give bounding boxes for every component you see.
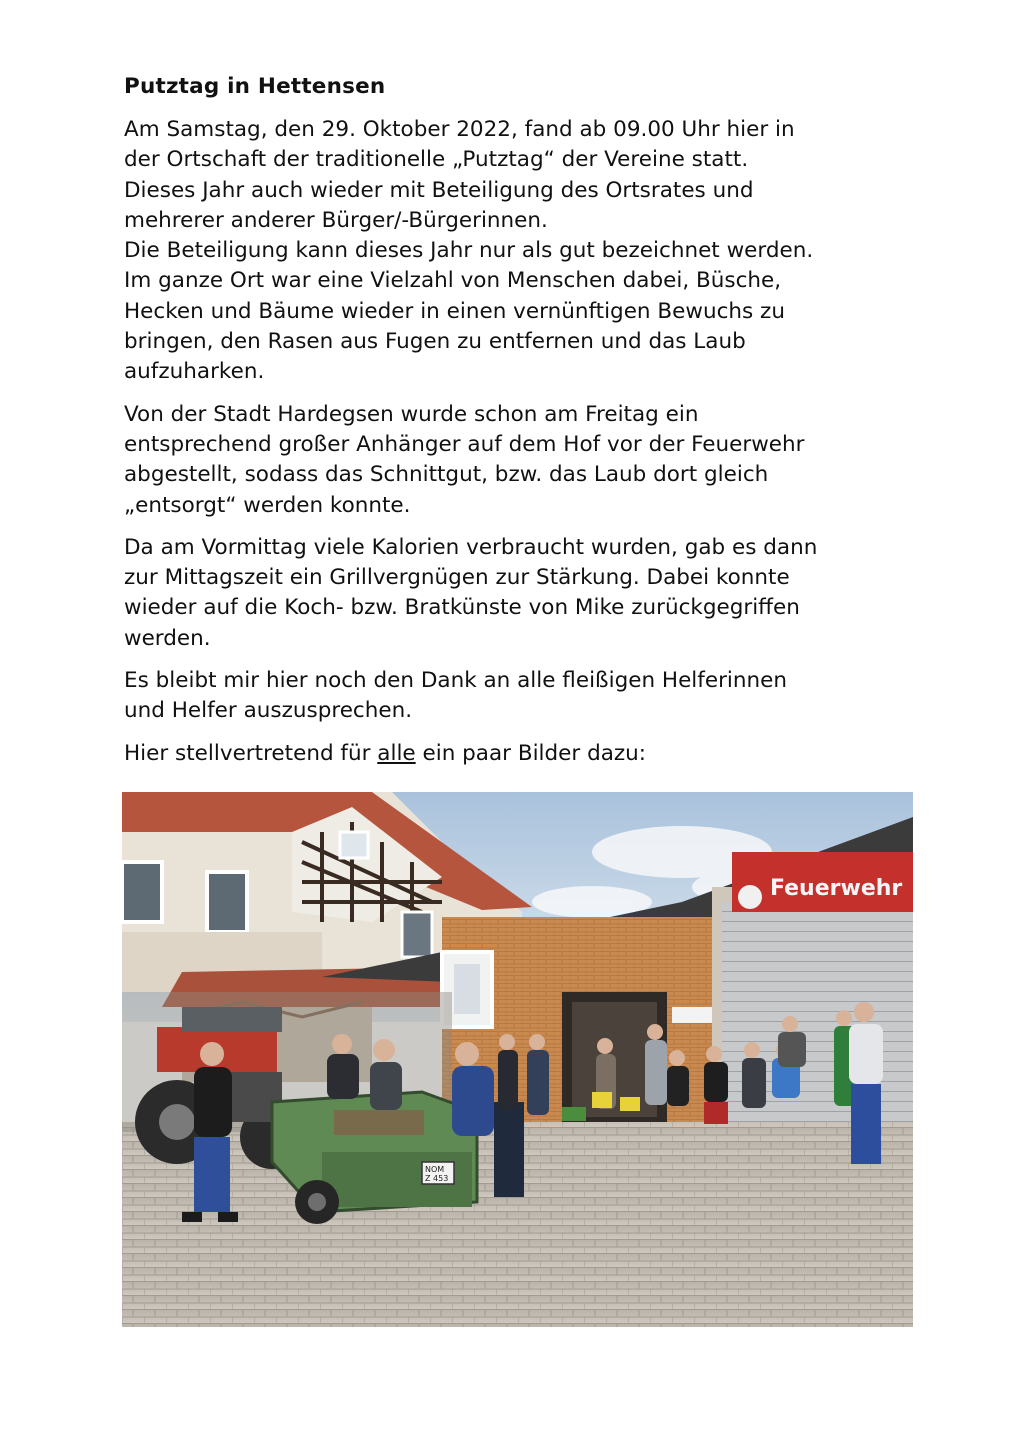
text-line: werden. <box>124 625 211 651</box>
article <box>124 74 924 781</box>
crate <box>592 1092 612 1108</box>
text-line: Von der Stadt Hardegsen wurde schon am Freitag ein <box>124 401 699 427</box>
text-line: abgestellt, sodass das Schnittgut, bzw. das Laub dort gleich <box>124 462 769 488</box>
closing-text-before: Hier stellvertretend für <box>124 740 378 766</box>
text-line: Am Samstag, den 29. Oktober 2022, fand ab 09.00 Uhr hier in <box>124 117 795 142</box>
text-line: mehrerer anderer Bürger/-Bürgerinnen. <box>124 207 548 233</box>
plate-line-2: Z 453 <box>425 1174 449 1183</box>
feuerwehr-sign: Feuerwehr <box>770 876 903 901</box>
event-photo <box>122 792 913 1327</box>
crate <box>562 1107 586 1121</box>
text-line: Die Beteiligung kann dieses Jahr nur als gut bezeichnet werden. <box>124 238 814 264</box>
closing-line <box>124 739 924 769</box>
closing-text-after: ein paar Bilder dazu: <box>415 740 647 766</box>
paragraph-1 <box>124 115 924 388</box>
text-line: und Helfer auszusprechen. <box>124 698 413 724</box>
text-line: Es bleibt mir hier noch den Dank an alle fleißigen Helferinnen <box>124 668 787 694</box>
text-line: entsprechend großer Anhänger auf dem Hof vor der Feuerwehr <box>124 431 805 457</box>
person-figure <box>849 1002 883 1164</box>
text-line: Hecken und Bäume wieder in einen vernünftigen Bewuchs zu <box>124 298 785 324</box>
text-line: Im ganze Ort war eine Vielzahl von Menschen dabei, Büsche, <box>124 268 782 294</box>
text-line: Dieses Jahr auch wieder mit Beteiligung des Ortsrates und <box>124 177 754 203</box>
crate <box>620 1097 640 1111</box>
text-line: bringen, den Rasen aus Fugen zu entfernen und das Laub <box>124 329 746 355</box>
text-line: der Ortschaft der traditionelle „Putztag“ der Vereine statt. <box>124 147 749 173</box>
article-title: Putztag in Hettensen <box>124 74 386 99</box>
text-line: wieder auf die Koch- bzw. Bratkünste von Mike zurückgegriffen <box>124 595 800 621</box>
text-line: Da am Vormittag viele Kalorien verbraucht wurden, gab es dann <box>124 534 818 560</box>
closing-underlined-word: alle <box>377 740 416 766</box>
green-trailer <box>272 1092 477 1224</box>
plate-line-1: NOM <box>425 1165 445 1174</box>
text-line: „entsorgt“ werden konnte. <box>124 492 411 518</box>
paragraph-4 <box>124 666 924 727</box>
paragraph-2 <box>124 400 924 521</box>
paragraph-3 <box>124 533 924 654</box>
text-line: zur Mittagszeit ein Grillvergnügen zur Stärkung. Dabei konnte <box>124 565 790 591</box>
text-line: aufzuharken. <box>124 359 265 385</box>
